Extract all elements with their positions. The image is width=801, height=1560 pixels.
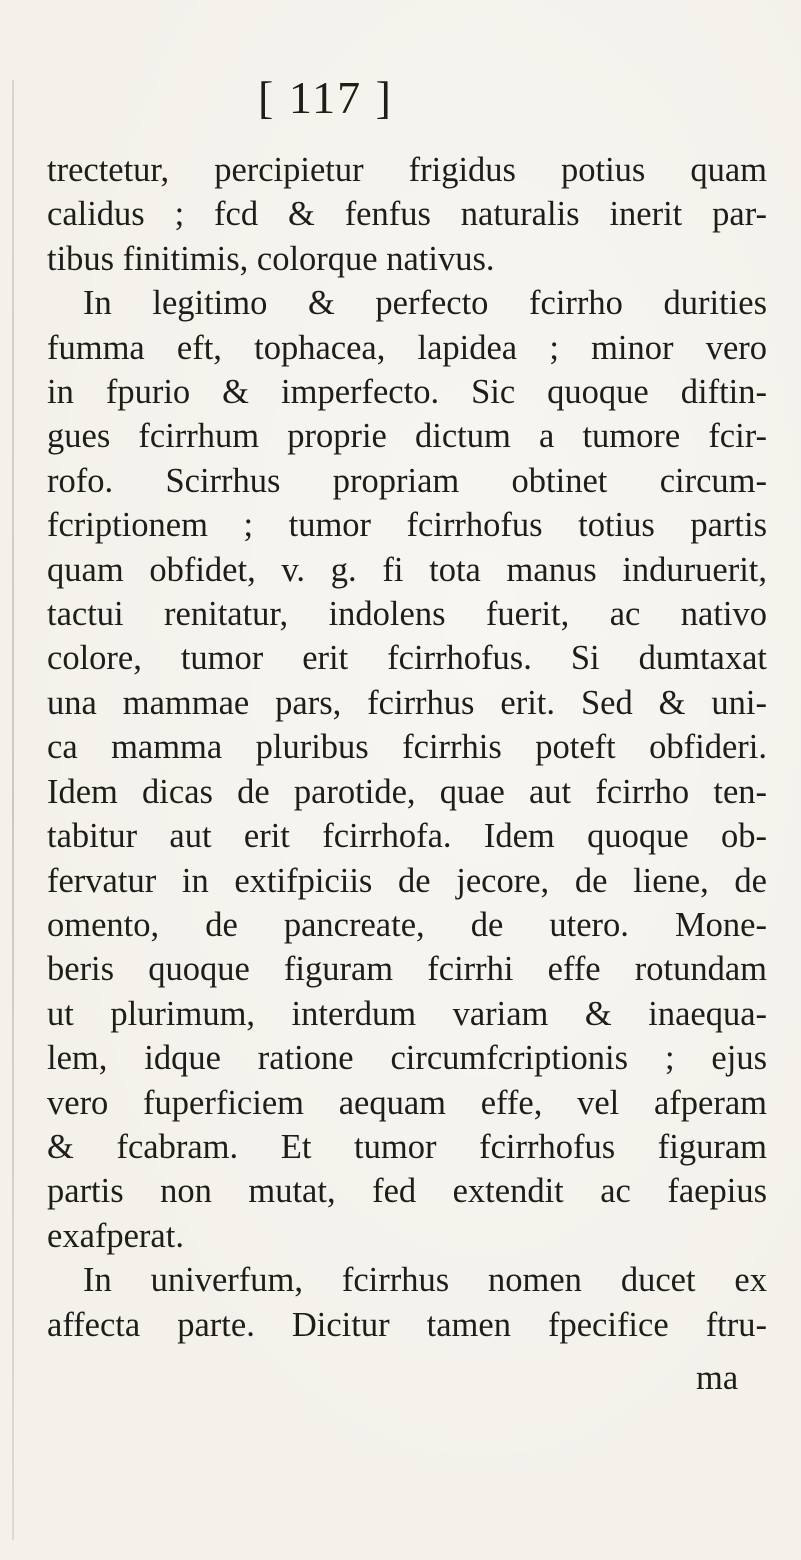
text-line: partis non mutat, fed extendit ac faepius <box>47 1172 767 1211</box>
text-line: affecta parte. Dicitur tamen fpecifice ftru- <box>47 1305 767 1344</box>
page-number-header: [ 117 ] <box>258 72 393 123</box>
text-line: fervatur in extifpiciis de jecore, de liene, de <box>47 861 767 900</box>
text-line: colore, tumor erit fcirrhofus. Si dumtaxat <box>47 639 767 678</box>
text-line: fcriptionem ; tumor fcirrhofus totius partis <box>47 506 767 545</box>
text-line: tactui renitatur, indolens fuerit, ac nativo <box>47 595 767 634</box>
text-line: gues fcirrhum proprie dictum a tumore fcir- <box>47 417 767 456</box>
text-line: ut plurimum, interdum variam & inaequa- <box>47 994 767 1033</box>
catchword: ma <box>696 1359 739 1397</box>
body-text <box>47 148 767 1347</box>
text-line: calidus ; fcd & fenfus naturalis inerit par- <box>47 195 767 234</box>
text-line: lem, idque ratione circumfcriptionis ; ejus <box>47 1039 767 1078</box>
text-line: omento, de pancreate, de utero. Mone- <box>47 905 767 944</box>
text-line: exafperat. <box>47 1216 184 1255</box>
text-line: & fcabram. Et tumor fcirrhofus figuram <box>47 1127 767 1166</box>
text-line: fumma eft, tophacea, lapidea ; minor vero <box>47 328 767 367</box>
text-line: In univerfum, fcirrhus nomen ducet ex <box>83 1261 767 1300</box>
text-line: ca mamma pluribus fcirrhis poteft obfideri. <box>47 728 767 767</box>
text-line: trectetur, percipietur frigidus potius quam <box>47 151 767 189</box>
text-line: vero fuperficiem aequam effe, vel afperam <box>47 1083 767 1122</box>
text-line: una mammae pars, fcirrhus erit. Sed & uni- <box>47 683 767 722</box>
text-line: tibus finitimis, colorque nativus. <box>47 239 495 278</box>
text-line: Idem dicas de parotide, quae aut fcirrho ten- <box>47 772 767 811</box>
text-line: tabitur aut erit fcirrhofa. Idem quoque ob- <box>47 817 767 856</box>
page-gutter-shadow <box>12 80 14 1540</box>
text-line: rofo. Scirrhus propriam obtinet circum- <box>47 461 767 500</box>
text-line: in fpurio & imperfecto. Sic quoque diftin- <box>47 373 767 412</box>
text-line: quam obfidet, v. g. fi tota manus induruerit, <box>47 550 767 589</box>
text-line: beris quoque figuram fcirrhi effe rotundam <box>47 950 767 989</box>
text-line: In legitimo & perfecto fcirrho durities <box>83 284 767 323</box>
